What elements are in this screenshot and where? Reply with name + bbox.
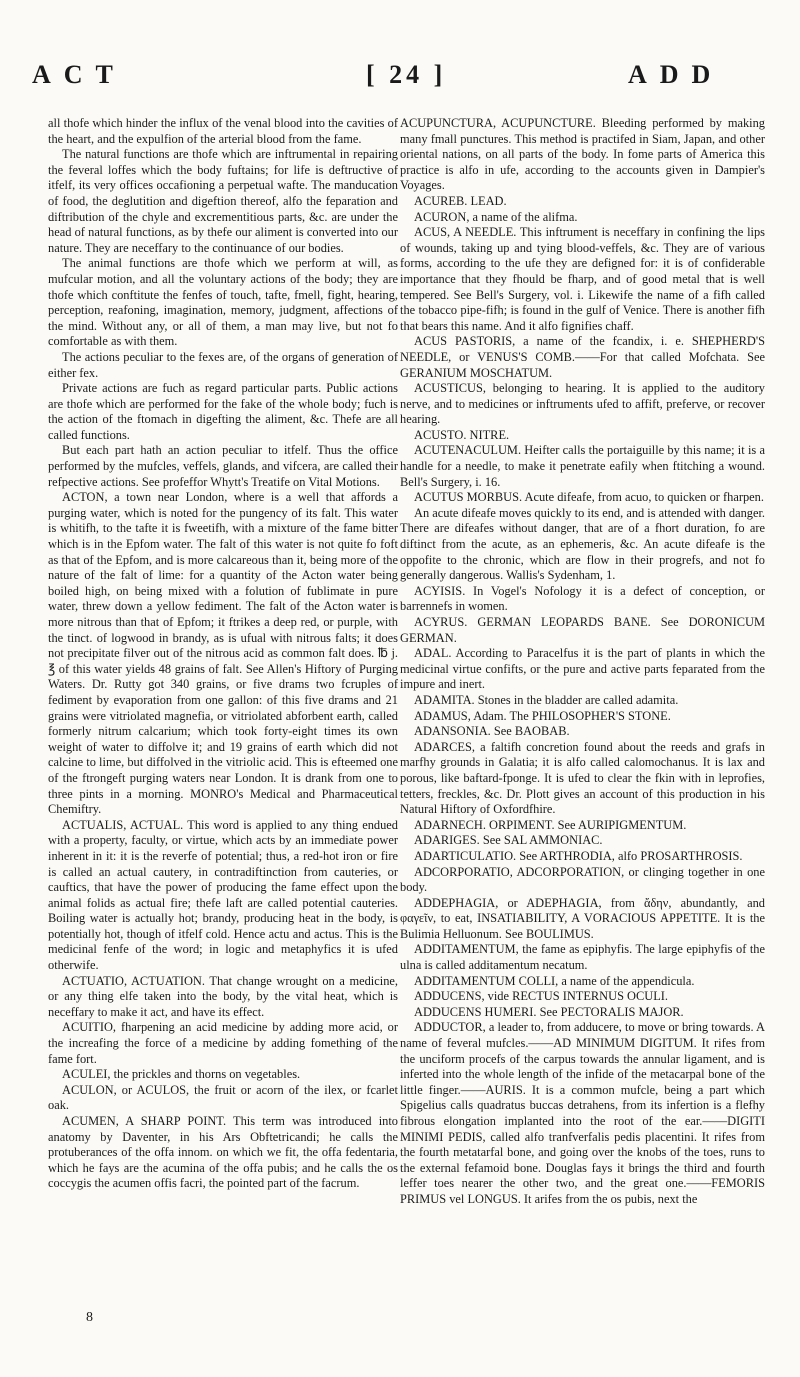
entry: ADDUCTOR, a leader to, from adducere, to move or bring towards. A name of feveral mufcles.——AD MINIMUM DIGITUM. It rifes from the unciform procefs of the carpus towards the annular ligament, and is inferted into the whole length of the infide of the metacarpal bone of the little finger.——AURIS. It is a common mufcle, being a part which Spigelius calls quadratus buccas detrahens, from its infertion is a flefhy fibrous elongation implanted into the root of the ear.——DIGITI MINIMI PEDIS, called alfo tranfverfalis pedis placentini. It rifes from the fourth metatarfal bone, and going over the knobs of the toes, runs to the external fefamoid bone. Douglas fays it brings the third and fourth leffer toes nearer the other two, and the great one.——FEMORIS PRIMUS vel LONGUS. It arifes from the os pubis, next the	[400, 1020, 765, 1206]
entry: ACYRUS. GERMAN LEOPARDS BANE. See DORONICUM GERMAN.	[400, 615, 765, 645]
page-number: [ 24 ]	[366, 60, 447, 89]
entry: ACUPUNCTURA, ACUPUNCTURE. Bleeding performed by making many fmall punctures. This method is practifed in Siam, Japan, and other oriental nations, on all parts of the body. In fome parts of America this practice is alfo in ufe, according to the accounts given in Dampier's Voyages.	[400, 116, 765, 193]
entry-aculei: ACULEI, the prickles and thorns on vegetables.	[62, 1067, 301, 1082]
entry: ADCORPORATIO, ADCORPORATION, or clinging together in one body.	[400, 864, 765, 895]
entry-actuatio: ACTUATIO, ACTUATION. That change wrought on a medicine, or any thing elfe taken into the body, by the vital heat, which is neceffary to make it act, and have its effect.	[48, 973, 398, 1019]
header-right-word: ADD	[628, 60, 724, 89]
entry-aculon: ACULON, or ACULOS, the fruit or acorn of the ilex, or fcarlet oak.	[48, 1082, 398, 1113]
paragraph: The actions peculiar to the fexes are, of the organs of generation of either fex.	[48, 349, 398, 380]
entry: ADDUCENS HUMERI. See PECTORALIS MAJOR.	[414, 1004, 684, 1019]
entry: ADDUCENS, vide RECTUS INTERNUS OCULI.	[414, 989, 669, 1004]
entry-actualis: ACTUALIS, ACTUAL. This word is applied to any thing endued with a property, faculty, or virtue, which acts by an immediate power inherent in it: it is the reverfe of potential; thus, a red-hot iron or fire is called an actual cautery, in contradiftinction from cauteries, or cauftics, that have the power of producing the fame effect upon the animal folids as actual fire; thefe laft are called potential cauteries. Boiling water is actually hot; brandy, producing heat in the body, is potentially hot, though of itfelf cold. Hence actu and actus. This is the medicinal fenfe of the word; in logic and metaphyfics it is ufed otherwife.	[48, 817, 398, 973]
paragraph: Private actions are fuch as regard particular parts. Public actions are thofe which are performed for the fake of the whole body; fuch is the action of the ftomach in digefting the aliment, &c. Thefe are all called functions.	[48, 381, 398, 442]
entry: ACUTUS MORBUS. Acute difeafe, from acuo, to quicken or fharpen.	[414, 490, 764, 505]
entry: ADARIGES. See SAL AMMONIAC.	[414, 833, 603, 848]
paragraph: The natural functions are thofe which are inftrumental in repairing the feveral loffes which the body fuftains; for life is deftructive of itfelf, its very offices occafioning a perpetual wafte. The manducation of food, the deglutition and digeftion thereof, alfo the feparation and diftribution of the chyle and excrementitious parts, &c. are under the head of natural functions, as by thefe our aliment is converted into our nature. They are neceffary to the continuance of our bodies.	[48, 147, 398, 255]
entry: ADDITAMENTUM COLLI, a name of the appendicula.	[414, 973, 695, 988]
entry: ADANSONIA. See BAOBAB.	[414, 724, 570, 739]
entry: ACUS, A NEEDLE. This inftrument is neceffary in confining the lips of wounds, taking up and tying blood-veffels, &c. They are of various forms, according to the ufe they are defigned for: it is of confiderable importance that they fhould be fharp, and of good metal that is well tempered. See Bell's Surgery, vol. i. Likewife the name of a fifh called the tobacco pipe-fifh; is found in the gulf of Venice. There is another fifh that bears this name. And it alfo fignifies chaff.	[400, 225, 765, 333]
entry: ACUREB. LEAD.	[414, 193, 507, 208]
entry-acumen: ACUMEN, A SHARP POINT. This term was introduced into anatomy by Daventer, in his Ars Obftetricandi; he calls the protuberances of the offa innom. on which we fit, the offa fedentaria, which he fays are the acumina of the offa pubis; and he calls the os coccygis the acumen offis facri, the pointed part of the facrum.	[48, 1114, 398, 1191]
entry: ADDEPHAGIA, or ADEPHAGIA, from ἄδην, abundantly, and φαγεῖν, to eat, INSATIABILITY, A VORACIOUS APPETITE. It is the Bulimia Helluonum. See BOULIMUS.	[400, 895, 765, 941]
entry: ADDITAMENTUM, the fame as epiphyfis. The large epiphyfis of the ulna is called additamentum necatum.	[400, 942, 765, 973]
paragraph: all thofe which hinder the influx of the venal blood into the cavities of the heart, and the expulfion of the arterial blood from the fame.	[48, 116, 398, 146]
entry: ADARTICULATIO. See ARTHRODIA, alfo PROSARTHROSIS.	[414, 848, 743, 863]
left-column	[48, 116, 398, 1192]
entry: ACURON, a name of the alifma.	[414, 209, 578, 224]
entry: ADAL. According to Paracelfus it is the part of plants in which the medicinal virtue confifts, or the pure and active parts feparated from the impure and inert.	[400, 646, 765, 692]
entry-acuitio: ACUITIO, fharpening an acid medicine by adding more acid, or the increafing the force of a medicine by adding fomething of the fame fort.	[48, 1020, 398, 1066]
entry: ACUSTICUS, belonging to hearing. It is applied to the auditory nerve, and to medicines or inftruments ufed to affift, preferve, or recover hearing.	[400, 381, 765, 427]
entry: ADARNECH. ORPIMENT. See AURIPIGMENTUM.	[414, 817, 687, 832]
right-column	[400, 116, 765, 1208]
signature-mark: 8	[86, 1310, 93, 1325]
entry: ACUSTO. NITRE.	[414, 427, 510, 442]
running-header	[28, 6, 776, 96]
entry: An acute difeafe moves quickly to its end, and is attended with danger. There are difeafes without danger, that are of a fhort duration, fo are diftinct from the acute, as an ephemeris, &c. An acute difeafe is the oppofite to the chronic, which are flow in their progrefs, and not fo generally dangerous. Wallis's Sydenham, 1.	[400, 505, 765, 583]
paragraph: The animal functions are thofe which we perform at will, as mufcular motion, and all the voluntary actions of the body; they are thofe which conftitute the fenfes of touch, tafte, fmell, fight, hearing, perception, reafoning, imagination, memory, judgment, affections of the mind. Without any, or all of them, a man may live, but not fo comfortable as with them.	[48, 256, 398, 349]
header-left-word: ACT	[32, 60, 126, 89]
paragraph: But each part hath an action peculiar to itfelf. Thus the office performed by the mufcles, veffels, glands, and vifcera, are called their refpective actions. See profeffor Whytt's Treatife on Vital Motions.	[48, 443, 398, 489]
entry: ADAMITA. Stones in the bladder are called adamita.	[414, 692, 679, 707]
entry: ADAMUS, Adam. The PHILOSOPHER'S STONE.	[414, 708, 671, 723]
entry: ACUS PASTORIS, a name of the fcandix, i. e. SHEPHERD'S NEEDLE, or VENUS'S COMB.——For that called Mofchata. See GERANIUM MOSCHATUM.	[400, 334, 765, 380]
entry-acton: ACTON, a town near London, where is a well that affords a purging water, which is noted for the pungency of its falt. This water is whitifh, to the tafte it is fweetifh, with a mixture of the fame bitter which is in the Epfom water. The falt of this water is not quite fo foft as that of the Epfom, and is more calcareous than it, being more of the nature of the falt of lime: for a quantity of the Acton water being boiled high, on being mixed with a folution of fublimate in pure water, threw down a yellow fediment. The falt of the Acton water is more nitrous than that of Epfom; it ftrikes a deep red, or purple, with the tinct. of logwood in brandy, as is ufual with nitrous falts; it does not precipitate filver out of the nitrous acid as common falt does. ℔ j. ℥ of this water yields 48 grains of falt. See Allen's Hiftory of Purging Waters. Dr. Rutty got 340 grains, or five drams two fcruples of fediment by evaporation from one gallon: of this five drams and 21 grains were vitriolated magnefia, or vitriolated abforbent earth, called formerly nitrum calcarium; which took forty-eight times its own weight of water to diffolve it; and 19 grains of earth which did not calcine to lime, but diffolved in the vitriolic acid. This is efteemed one of the ftrongeft purging waters near London. It is drank from one to three pints in a morning. MONRO's Medical and Pharmaceutical Chemiftry.	[48, 490, 398, 817]
entry: ADARCES, a faltifh concretion found about the reeds and grafs in marfhy grounds in Galatia; it is alfo called calomochanus. It is lax and porous, like baftard-fponge. It is ufed to clear the fkin with in leprofies, tetters, freckles, &c. Dr. Plott gives an account of this production in his Natural Hiftory of Oxfordfhire.	[400, 739, 765, 817]
entry: ACUTENACULUM. Heifter calls the portaiguille by this name; it is a handle for a needle, to make it penetrate eafily when ftitching a wound. Bell's Surgery, i. 16.	[400, 443, 765, 489]
entry: ACYISIS. In Vogel's Nofology it is a defect of conception, or barrennefs in women.	[400, 583, 765, 614]
